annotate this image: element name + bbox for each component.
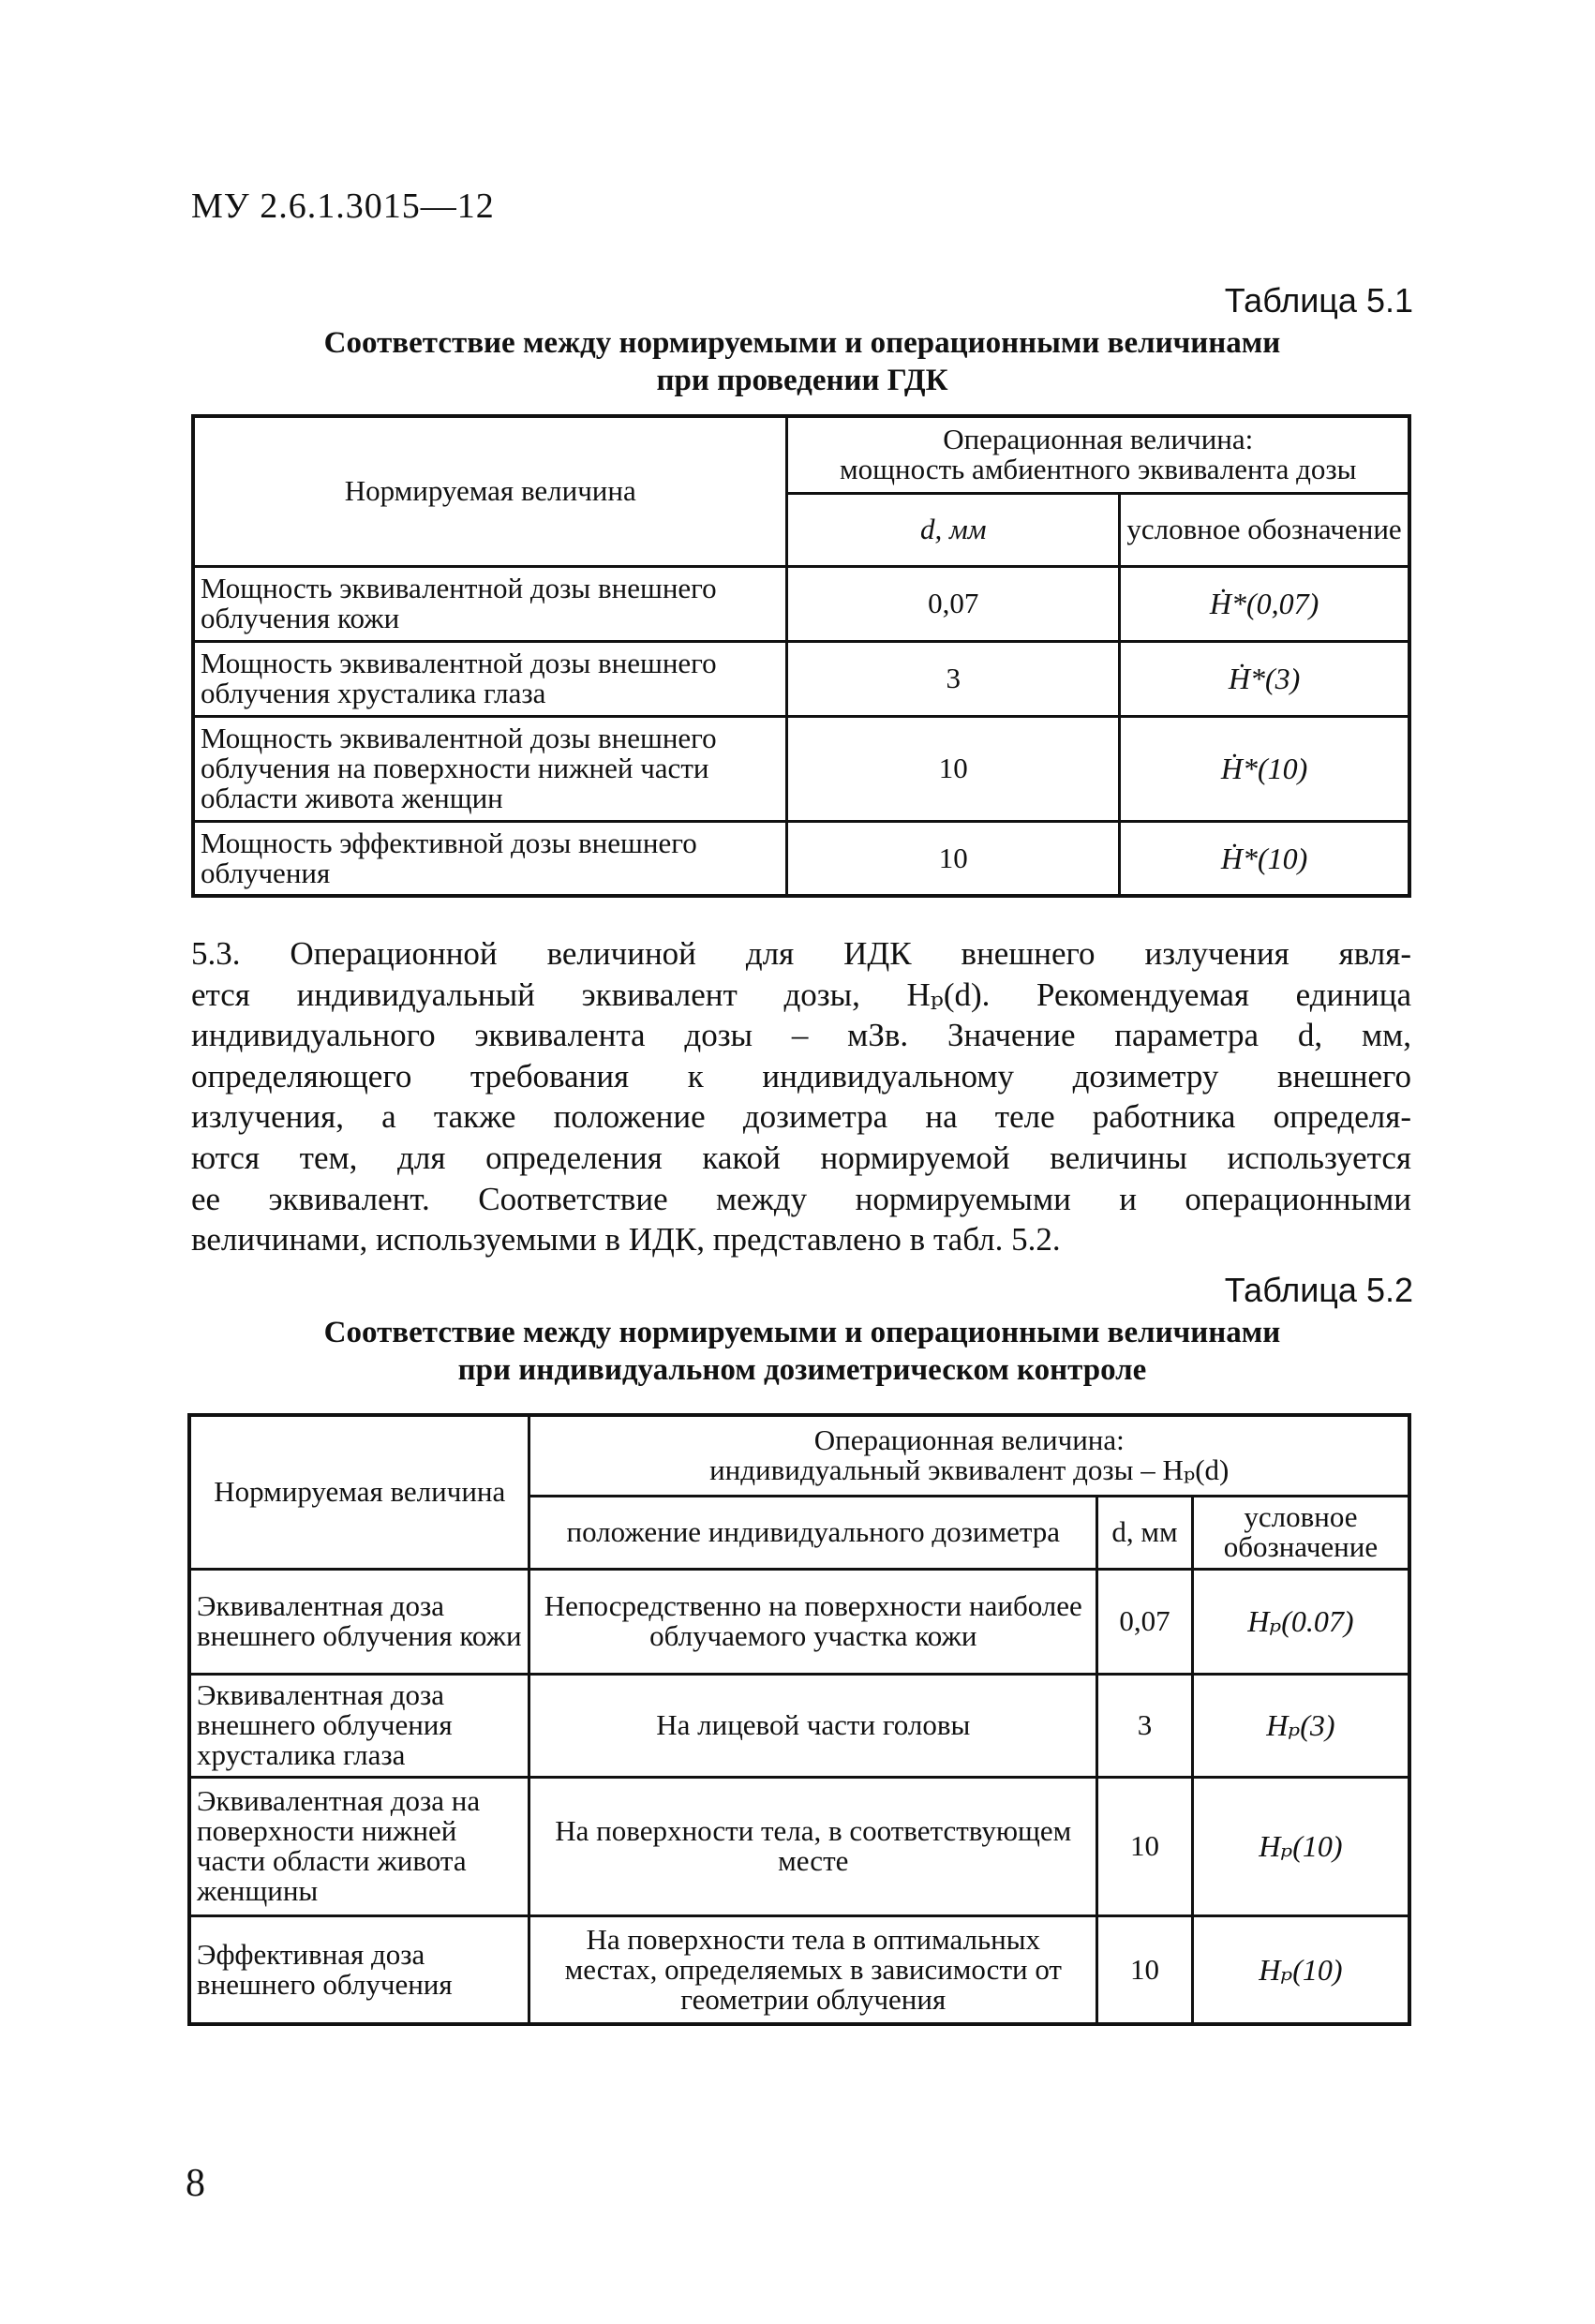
header-operational-quantity: [529, 1415, 1409, 1496]
paragraph-line: ее эквивалент. Соответствие между нормируемыми и операционными: [191, 1180, 1411, 1217]
table-row: [189, 1915, 1409, 2024]
row-d: 10: [787, 716, 1120, 821]
row-position: На поверхности тела в оптимальных местах, определяемых в зависимости от геометрии облучения: [529, 1915, 1097, 2024]
paragraph-5-3: [191, 933, 1411, 1260]
row-d: 0,07: [787, 566, 1120, 641]
header-text: Операционная величина:: [813, 1423, 1125, 1457]
table-caption-5-1: Таблица 5.1: [1224, 281, 1413, 320]
row-symbol: Hₚ(3): [1192, 1674, 1409, 1777]
table-title-5-2: [191, 1314, 1413, 1389]
row-name: Мощность эквивалентной дозы внешнего облучения хрусталика глаза: [193, 641, 787, 716]
paragraph-line: индивидуального эквивалента дозы – мЗв. Значение параметра d, мм,: [191, 1017, 1411, 1054]
row-d: 3: [787, 641, 1120, 716]
header-symbol: условное обозначение: [1192, 1496, 1409, 1569]
paragraph-line: ется индивидуальный эквивалент дозы, Hₚ(d). Рекомендуемая единица: [191, 976, 1411, 1013]
row-symbol: Hₚ(0.07): [1192, 1569, 1409, 1674]
table-row: [193, 566, 1409, 641]
header-dosimeter-position: положение индивидуального дозиметра: [529, 1496, 1097, 1569]
header-d-mm: d, мм: [787, 493, 1120, 566]
table-caption-5-2: Таблица 5.2: [1224, 1271, 1413, 1309]
row-d: 10: [1097, 1777, 1193, 1915]
paragraph-line: величинами, используемыми в ИДК, представлено в табл. 5.2.: [191, 1221, 1061, 1259]
paragraph-line: определяющего требования к индивидуальному дозиметру внешнего: [191, 1057, 1411, 1095]
header-d-mm: d, мм: [1097, 1496, 1193, 1569]
header-subtext: мощность амбиентного эквивалента дозы: [840, 453, 1357, 486]
row-position: На лицевой части головы: [529, 1674, 1097, 1777]
table-title-5-1: [191, 324, 1413, 399]
table-row: [189, 1674, 1409, 1777]
table-5-2: [187, 1413, 1411, 2026]
table-title-line: при проведении ГДК: [656, 364, 948, 397]
row-name: Эквивалентная доза на поверхности нижней части области живота женщины: [189, 1777, 529, 1915]
row-name: Мощность эффективной дозы внешнего облучения: [193, 821, 787, 896]
row-symbol: Ḣ*(10): [1120, 716, 1409, 821]
row-symbol: Ḣ*(0,07): [1120, 566, 1409, 641]
row-position: Непосредственно на поверхности наиболее облучаемого участка кожи: [529, 1569, 1097, 1674]
header-normalized-quantity: Нормируемая величина: [189, 1415, 529, 1569]
row-symbol: Ḣ*(3): [1120, 641, 1409, 716]
header-symbol: условное обозначение: [1120, 493, 1409, 566]
row-name: Эквивалентная доза внешнего облучения хрусталика глаза: [189, 1674, 529, 1777]
paragraph-line: 5.3. Операционной величиной для ИДК внешнего излучения явля-: [191, 935, 1411, 972]
table-title-line: при индивидуальном дозиметрическом контроле: [457, 1353, 1147, 1387]
header-operational-quantity: [787, 416, 1409, 493]
document-id: МУ 2.6.1.3015—12: [191, 186, 495, 226]
row-position: На поверхности тела, в соответствующем месте: [529, 1777, 1097, 1915]
paragraph-line: излучения, а также положение дозиметра на теле работника определя-: [191, 1098, 1411, 1136]
table-row: [189, 1569, 1409, 1674]
paragraph-line: ются тем, для определения какой нормируемой величины используется: [191, 1139, 1411, 1176]
row-d: 3: [1097, 1674, 1193, 1777]
table-5-1: [191, 414, 1411, 898]
table-row: [193, 821, 1409, 896]
page-number: 8: [186, 2162, 205, 2205]
row-symbol: Ḣ*(10): [1120, 821, 1409, 896]
row-d: 10: [1097, 1915, 1193, 2024]
header-subtext: индивидуальный эквивалент дозы – Hₚ(d): [709, 1453, 1230, 1487]
table-title-line: Соответствие между нормируемыми и операционными величинами: [323, 1316, 1281, 1349]
table-row: [193, 716, 1409, 821]
row-symbol: Hₚ(10): [1192, 1777, 1409, 1915]
row-name: Мощность эквивалентной дозы внешнего облучения кожи: [193, 566, 787, 641]
row-d: 0,07: [1097, 1569, 1193, 1674]
row-d: 10: [787, 821, 1120, 896]
table-row: [189, 1777, 1409, 1915]
row-name: Эквивалентная доза внешнего облучения кожи: [189, 1569, 529, 1674]
row-name: Эффективная доза внешнего облучения: [189, 1915, 529, 2024]
header-text: Операционная величина:: [943, 423, 1254, 456]
header-normalized-quantity: Нормируемая величина: [193, 416, 787, 566]
row-name: Мощность эквивалентной дозы внешнего облучения на поверхности нижней части области живота женщин: [193, 716, 787, 821]
row-symbol: Hₚ(10): [1192, 1915, 1409, 2024]
table-row: [193, 641, 1409, 716]
table-title-line: Соответствие между нормируемыми и операционными величинами: [323, 326, 1281, 360]
